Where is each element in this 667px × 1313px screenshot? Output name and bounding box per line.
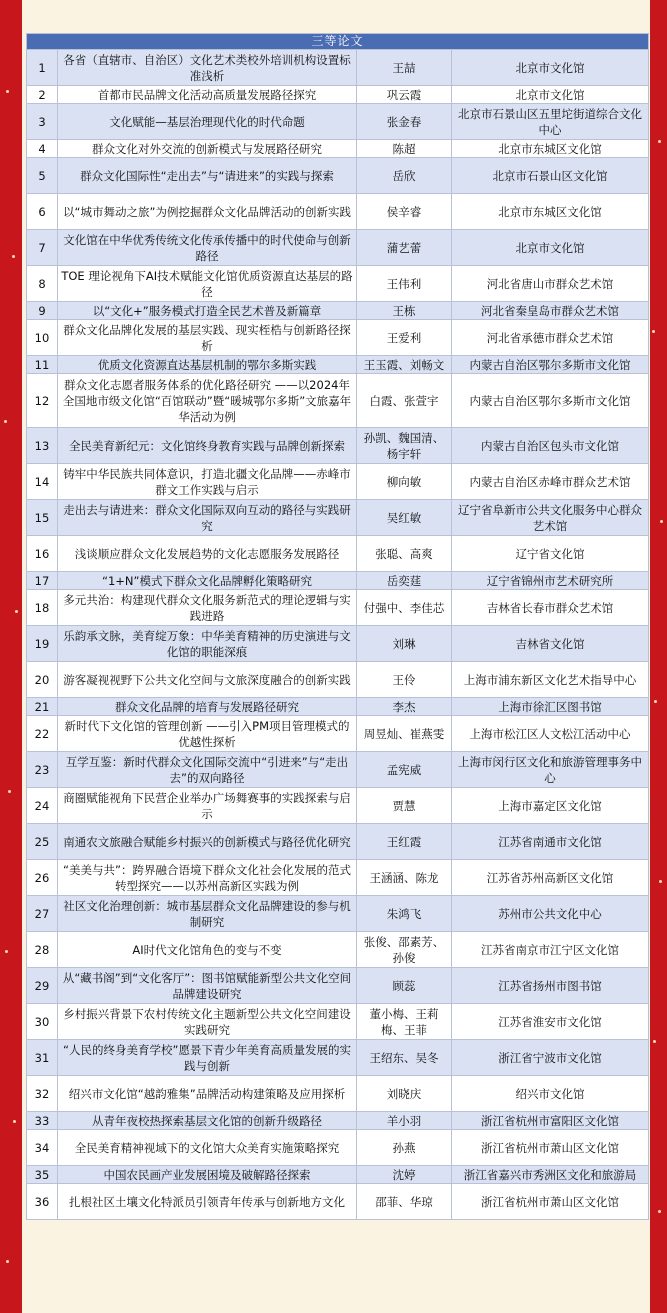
row-number: 33 [27,1112,58,1130]
row-number: 16 [27,536,58,572]
author-unit: 内蒙古自治区包头市文化馆 [452,428,649,464]
table-row [27,932,649,968]
table-row [27,788,649,824]
paper-title: 乡村振兴背景下农村传统文化主题新型公共文化空间建设实践研究 [58,1004,357,1040]
paper-title: 从“藏书阁”到“文化客厅”：图书馆赋能新型公共文化空间品牌建设研究 [58,968,357,1004]
paper-author: 孙凯、魏国清、杨宇轩 [357,428,452,464]
row-number: 23 [27,752,58,788]
paper-author: 顾蕊 [357,968,452,1004]
row-number: 22 [27,716,58,752]
paper-title: 以“城市舞动之旅”为例挖掘群众文化品牌活动的创新实践 [58,194,357,230]
table-row [27,626,649,662]
paper-author: 蒲艺蕾 [357,230,452,266]
sparkle-dot [652,330,655,333]
paper-title: 群众文化国际性“走出去”与“请进来”的实践与探索 [58,158,357,194]
row-number: 28 [27,932,58,968]
paper-title: 群众文化品牌化发展的基层实践、现实桎梏与创新路径探析 [58,320,357,356]
paper-author: 邵菲、华琼 [357,1184,452,1220]
author-unit: 北京市文化馆 [452,50,649,86]
sparkle-dot [4,420,7,423]
table-row [27,140,649,158]
paper-author: 侯辛睿 [357,194,452,230]
paper-author: 付强中、李佳芯 [357,590,452,626]
row-number: 10 [27,320,58,356]
author-unit: 辽宁省文化馆 [452,536,649,572]
paper-author: 吴红敏 [357,500,452,536]
table-row [27,374,649,428]
sparkle-dot [6,1260,9,1263]
author-unit: 浙江省杭州市萧山区文化馆 [452,1130,649,1166]
sparkle-dot [13,1120,16,1123]
table-row [27,824,649,860]
row-number: 14 [27,464,58,500]
row-number: 4 [27,140,58,158]
table-row [27,194,649,230]
table-row [27,968,649,1004]
row-number: 7 [27,230,58,266]
paper-title: 从青年夜校热探索基层文化馆的创新升级路径 [58,1112,357,1130]
paper-author: 王涵涵、陈龙 [357,860,452,896]
author-unit: 江苏省南京市江宁区文化馆 [452,932,649,968]
author-unit: 江苏省淮安市文化馆 [452,1004,649,1040]
author-unit: 吉林省文化馆 [452,626,649,662]
paper-author: 岳奕莛 [357,572,452,590]
paper-author: 朱鸿飞 [357,896,452,932]
paper-author: 刘琳 [357,626,452,662]
row-number: 36 [27,1184,58,1220]
row-number: 35 [27,1166,58,1184]
row-number: 5 [27,158,58,194]
table-row [27,50,649,86]
sparkle-dot [659,880,662,883]
row-number: 2 [27,86,58,104]
table-row [27,428,649,464]
paper-title: 南通农文旅融合赋能乡村振兴的创新模式与路径优化研究 [58,824,357,860]
table-row [27,158,649,194]
author-unit: 浙江省嘉兴市秀洲区文化和旅游局 [452,1166,649,1184]
paper-author: 张俊、邵素芳、孙俊 [357,932,452,968]
author-unit: 内蒙古自治区赤峰市群众艺术馆 [452,464,649,500]
paper-title: 全民美育精神视域下的文化馆大众美育实施策略探究 [58,1130,357,1166]
author-unit: 辽宁省锦州市艺术研究所 [452,572,649,590]
row-number: 30 [27,1004,58,1040]
row-number: 27 [27,896,58,932]
table-row [27,1184,649,1220]
paper-author: 沈婷 [357,1166,452,1184]
table-row [27,1076,649,1112]
sparkle-dot [12,255,15,258]
author-unit: 苏州市公共文化中心 [452,896,649,932]
paper-author: 王喆 [357,50,452,86]
author-unit: 浙江省宁波市文化馆 [452,1040,649,1076]
paper-title: 新时代下文化馆的管理创新 ——引入PM项目管理模式的优越性探析 [58,716,357,752]
row-number: 21 [27,698,58,716]
sparkle-dot [8,790,11,793]
table-row [27,356,649,374]
table-row [27,716,649,752]
paper-title: 商圈赋能视角下民营企业举办广场舞赛事的实践探索与启示 [58,788,357,824]
paper-title: 群众文化品牌的培育与发展路径研究 [58,698,357,716]
author-unit: 绍兴市文化馆 [452,1076,649,1112]
paper-author: 董小梅、王莉梅、王菲 [357,1004,452,1040]
row-number: 19 [27,626,58,662]
table-row [27,860,649,896]
paper-title: 游客凝视视野下公共文化空间与文旅深度融合的创新实践 [58,662,357,698]
paper-title: 浅谈顺应群众文化发展趋势的文化志愿服务发展路径 [58,536,357,572]
paper-author: 孟宪威 [357,752,452,788]
paper-author: 刘晓庆 [357,1076,452,1112]
table-row [27,86,649,104]
author-unit: 北京市文化馆 [452,230,649,266]
author-unit: 上海市闵行区文化和旅游管理事务中心 [452,752,649,788]
section-header: 三等论文 [27,34,649,50]
paper-author: 贾慧 [357,788,452,824]
sparkle-dot [658,1210,661,1213]
sparkle-dot [658,140,661,143]
row-number: 25 [27,824,58,860]
paper-author: 周昱灿、崔燕雯 [357,716,452,752]
table-row [27,302,649,320]
paper-title: 群众文化对外交流的创新模式与发展路径研究 [58,140,357,158]
author-unit: 上海市松江区人文松江活动中心 [452,716,649,752]
paper-title: “人民的终身美育学校”愿景下青少年美育高质量发展的实践与创新 [58,1040,357,1076]
row-number: 31 [27,1040,58,1076]
paper-author: 王玉霞、刘畅文 [357,356,452,374]
author-unit: 浙江省杭州市萧山区文化馆 [452,1184,649,1220]
author-unit: 上海市徐汇区图书馆 [452,698,649,716]
paper-title: 走出去与请进来：群众文化国际双向互动的路径与实践研究 [58,500,357,536]
paper-title: 文化赋能—基层治理现代化的时代命题 [58,104,357,140]
author-unit: 辽宁省阜新市公共文化服务中心群众艺术馆 [452,500,649,536]
row-number: 13 [27,428,58,464]
paper-author: 孙燕 [357,1130,452,1166]
row-number: 9 [27,302,58,320]
author-unit: 河北省唐山市群众艺术馆 [452,266,649,302]
row-number: 12 [27,374,58,428]
row-number: 26 [27,860,58,896]
author-unit: 北京市石景山区文化馆 [452,158,649,194]
paper-title: 乐韵承文脉，美育绽万象：中华美育精神的历史演进与文化馆的职能深痕 [58,626,357,662]
award-rows [27,50,649,1220]
sparkle-dot [6,90,9,93]
row-number: 11 [27,356,58,374]
author-unit: 河北省秦皇岛市群众艺术馆 [452,302,649,320]
paper-author: 羊小羽 [357,1112,452,1130]
paper-title: 互学互鉴：新时代群众文化国际交流中“引进来”与“走出去”的双向路径 [58,752,357,788]
table-row [27,104,649,140]
row-number: 29 [27,968,58,1004]
paper-title: 多元共治：构建现代群众文化服务新范式的理论逻辑与实践进路 [58,590,357,626]
paper-author: 王绍东、吴冬 [357,1040,452,1076]
author-unit: 江苏省南通市文化馆 [452,824,649,860]
paper-author: 张金春 [357,104,452,140]
sparkle-dot [654,700,657,703]
row-number: 3 [27,104,58,140]
paper-title: 绍兴市文化馆“越韵雅集”品牌活动构建策略及应用探析 [58,1076,357,1112]
table-row [27,572,649,590]
paper-author: 张聪、高爽 [357,536,452,572]
paper-title: 优质文化资源直达基层机制的鄂尔多斯实践 [58,356,357,374]
sparkle-dot [653,1040,656,1043]
author-unit: 北京市文化馆 [452,86,649,104]
paper-author: 王栋 [357,302,452,320]
row-number: 1 [27,50,58,86]
table-row [27,752,649,788]
author-unit: 河北省承德市群众艺术馆 [452,320,649,356]
paper-author: 岳欣 [357,158,452,194]
author-unit: 上海市浦东新区文化艺术指导中心 [452,662,649,698]
author-unit: 吉林省长春市群众艺术馆 [452,590,649,626]
author-unit: 上海市嘉定区文化馆 [452,788,649,824]
paper-title: 文化馆在中华优秀传统文化传承传播中的时代使命与创新路径 [58,230,357,266]
author-unit: 江苏省扬州市图书馆 [452,968,649,1004]
paper-author: 王爱利 [357,320,452,356]
row-number: 8 [27,266,58,302]
paper-author: 陈超 [357,140,452,158]
paper-title: 社区文化治理创新：城市基层群众文化品牌建设的参与机制研究 [58,896,357,932]
table-row [27,590,649,626]
sparkle-dot [660,520,663,523]
paper-title: 铸牢中华民族共同体意识，打造北疆文化品牌——赤峰市群文工作实践与启示 [58,464,357,500]
row-number: 15 [27,500,58,536]
paper-title: 中国农民画产业发展困境及破解路径探索 [58,1166,357,1184]
table-row [27,536,649,572]
author-unit: 江苏省苏州高新区文化馆 [452,860,649,896]
paper-author: 王红霞 [357,824,452,860]
paper-title: TOE 理论视角下AI技术赋能文化馆优质资源直达基层的路径 [58,266,357,302]
table-row [27,1004,649,1040]
table-row [27,266,649,302]
row-number: 6 [27,194,58,230]
row-number: 18 [27,590,58,626]
author-unit: 北京市东城区文化馆 [452,194,649,230]
row-number: 20 [27,662,58,698]
author-unit: 浙江省杭州市富阳区文化馆 [452,1112,649,1130]
table-row [27,320,649,356]
sparkle-dot [5,950,8,953]
paper-author: 白霞、张萱宇 [357,374,452,428]
sparkle-dot [15,610,18,613]
paper-title: 全民美育新纪元：文化馆终身教育实践与品牌创新探索 [58,428,357,464]
paper-author: 柳向敏 [357,464,452,500]
table-row [27,1130,649,1166]
table-row [27,500,649,536]
table-row [27,230,649,266]
table-row [27,698,649,716]
row-number: 24 [27,788,58,824]
paper-author: 巩云霞 [357,86,452,104]
paper-title: “美美与共”：跨界融合语境下群众文化社会化发展的范式转型探究——以苏州高新区实践为例 [58,860,357,896]
paper-author: 王伟利 [357,266,452,302]
paper-title: 群众文化志愿者服务体系的优化路径研究 ——以2024年全国地市级文化馆“百馆联动”暨“暖城鄂尔多斯”文旅嘉年华活动为例 [58,374,357,428]
author-unit: 北京市石景山区五里坨街道综合文化中心 [452,104,649,140]
row-number: 17 [27,572,58,590]
paper-title: AI时代文化馆角色的变与不变 [58,932,357,968]
author-unit: 北京市东城区文化馆 [452,140,649,158]
table-row [27,1112,649,1130]
row-number: 32 [27,1076,58,1112]
table-row [27,1166,649,1184]
paper-title: 首都市民品牌文化活动高质量发展路径探究 [58,86,357,104]
paper-title: 扎根社区土壤文化特派员引领青年传承与创新地方文化 [58,1184,357,1220]
paper-author: 李杰 [357,698,452,716]
table-row [27,662,649,698]
table-row [27,1040,649,1076]
paper-title: 以“文化+”服务模式打造全民艺术普及新篇章 [58,302,357,320]
author-unit: 内蒙古自治区鄂尔多斯市文化馆 [452,356,649,374]
table-row [27,464,649,500]
award-table [26,33,649,1220]
table-row [27,896,649,932]
row-number: 34 [27,1130,58,1166]
paper-author: 王伶 [357,662,452,698]
paper-title: 各省（直辖市、自治区）文化艺术类校外培训机构设置标准浅析 [58,50,357,86]
paper-title: “1+N”模式下群众文化品牌孵化策略研究 [58,572,357,590]
author-unit: 内蒙古自治区鄂尔多斯市文化馆 [452,374,649,428]
